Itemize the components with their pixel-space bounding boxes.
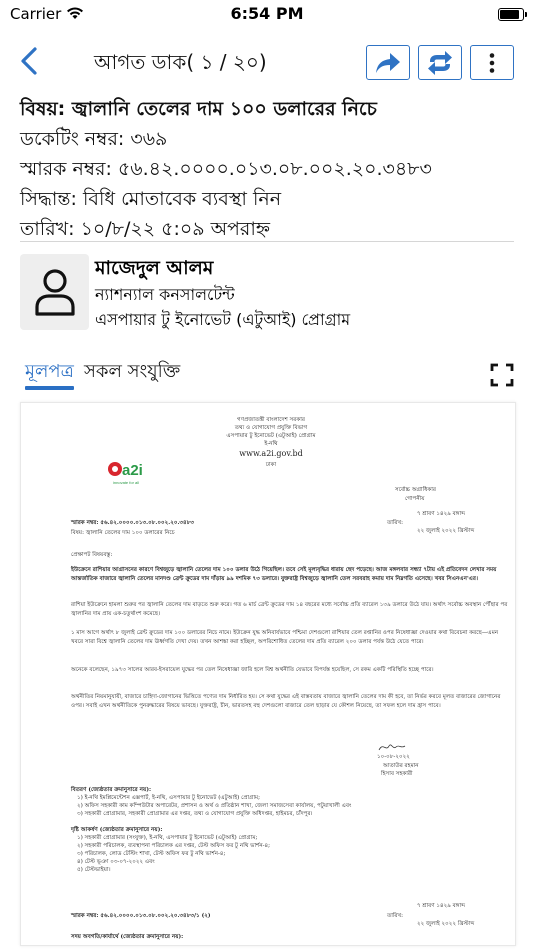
chevron-left-icon <box>18 46 42 76</box>
sender-office: এসপায়ার টু ইনোভেট (এটুআই) প্রোগ্রাম <box>95 310 351 329</box>
sender-card <box>20 254 520 332</box>
doc-header-2: তথ্য ও যোগাযোগ প্রযুক্তি বিভাগ <box>234 425 308 431</box>
fullscreen-button[interactable] <box>490 363 514 387</box>
doc-cc-3: ৩) পরিচালক, লোড টেস্টিং শাখা, টেস্ট অফিস ফর টু নথি ভার্শন-৪; <box>77 851 226 857</box>
doc-header-1: গণপ্রজাতন্ত্রী বাংলাদেশ সরকার <box>237 417 305 423</box>
letter-info <box>20 94 520 244</box>
active-tab-indicator <box>25 386 74 390</box>
sync-button[interactable] <box>418 45 462 80</box>
battery-icon <box>498 8 524 21</box>
doc-greeting: প্রেক্ষাপট বিষয়বস্তু: <box>71 552 113 558</box>
doc-paragraph-5: অর্থনীতির নিয়মানুযায়ী, বাজারে চাহিদা-জোগানের ভিত্তিতে পণ্যের দাম নির্ধারিত হয়। সে কথা যুদ্ধের এই বাস্তবতায় বাজারে জ্বালানি তেলের দাম কী হবে, তা নির্ভর করবে মূলত বাজারের জোগানের ওপর। সবাই এখন অর্থনীতিকে পুনরুদ্ধারের বিষয়ে ভাবছে। যুক্তরাষ্ট্র, চীন, ভারতসহ বহু দেশগুলো বাজারে তেল ছাড়ার যে কৌশল নিয়েছে, তা সফল হলে দাম হ্রাস পাবে। <box>71 694 501 709</box>
doc-paragraph-1: ইউক্রেনে রাশিয়ার আগ্রাসনের কারণে বিশ্বজুড়ে জ্বালানি তেলের দাম ১০০ ডলার উঠে গিয়েছিল। তবে সেই মূল্যবৃদ্ধির ধারায় ছেদ পড়েছে। আজ মঙ্গলবার সন্ধ্যা ৭টায় এই প্রতিবেদন লেখার সময় আন্তর্জাতিক বাজারে জ্বালানি তেলের মানদণ্ড ব্রেন্ট ক্রুডের দাম দাঁড়ায় ৯৯ দশমিক ৭৩ ডলারে। যুক্তরাষ্ট্র বিশ্বজুড়ে জ্বালানি তেল সরবরাহ কমায় দাম নিম্নগতি এসেছে। খবর সিএনএন'এর। <box>71 567 497 582</box>
doc-priority: সর্বোচ্চ অগ্রাধিকার <box>395 487 436 493</box>
decision: সিদ্ধান্ত: বিধি মোতাবেক ব্যবস্থা নিন <box>20 188 282 210</box>
doc-signer-name: আতাউর রহমান <box>383 763 419 769</box>
doc-secrecy: গোপনীয় <box>405 496 425 502</box>
doc-footer-more: সদয় অবগতি/কার্যার্থে (জ্যেষ্ঠতার ক্রমানুসারে নয়): <box>71 934 184 940</box>
more-vertical-icon <box>488 52 496 74</box>
doc-paragraph-3: ১ মাস আগে অর্থাৎ ৮ জুলাই ব্রেন্ট ক্রুডের দাম ১০০ ডলারের নিচে নামে। ইউক্রেন যুদ্ধ অনিবার্যভাবে পশ্চিমা দেশগুলো রাশিয়ার তেল রপ্তানির ওপর নিষেধাজ্ঞা দেওয়ার কথা বিবেচনা করছে—এমন খবরে সারা বিশ্বে জ্বালানি তেলের দাম ঊর্ধ্বগতি দেখা দেয়। তখন আশঙ্কা করা হচ্ছিল, অপরিশোধিত তেলের দাম প্রতি ব্যারেল ২০০ ডলার পর্যন্ত উঠে যেতে পারে। <box>71 630 499 645</box>
docket-number: ডকেটিং নম্বর: ৩৬৯ <box>20 128 168 150</box>
a2i-logo <box>103 453 147 487</box>
doc-distribution-1: ১) ই-নথি ইমপ্লিমেন্টেশন এক্সপার্ট, ই-নথি, এসপায়ার টু ইনোভেট (এটুআই) প্রোগ্রাম; <box>77 795 260 801</box>
doc-cc-1: ১) সহকারী প্রোগ্রামার (সংযুক্ত), ই-নথি, এসপায়ার টু ইনোভেট (এটুআই) প্রোগ্রাম; <box>77 835 258 841</box>
clock: 6:54 PM <box>230 4 304 23</box>
doc-subject: বিষয়: জ্বালানি তেলের দাম ১০০ ডলারের নিচে <box>71 530 175 536</box>
doc-footer-date-bn: ৭ শ্রাবণ ১৪২৯ বঙ্গাব্দ <box>417 903 466 909</box>
nav-bar <box>0 40 534 82</box>
status-bar <box>0 0 534 30</box>
memo-number: স্মারক নম্বর: ৫৬.৪২.০০০০.০১৩.০৮.০০২.২০.৩৪৮৩ <box>20 158 432 180</box>
doc-city: ঢাকা <box>265 462 277 468</box>
doc-cc-heading: দৃষ্টি আকর্ষণ (জ্যেষ্ঠতার ক্রমানুসারে নয়): <box>71 827 163 833</box>
divider <box>20 241 514 242</box>
doc-signature-date: ১০-০৮-২০২২ <box>377 754 410 760</box>
carrier-label: Carrier <box>10 5 62 23</box>
sender-name: মাজেদুল আলম <box>95 257 214 279</box>
nav-actions <box>366 45 514 80</box>
letter-subject: বিষয়: জ্বালানি তেলের দাম ১০০ ডলারের নিচে <box>20 98 377 120</box>
doc-cc-4: ৪) টেস্ট ভূঞা ০৩-০৭-২০২২ এবং <box>77 859 155 865</box>
doc-date-en: ২২ জুলাই ২০২২ খ্রিস্টাব্দ <box>417 528 475 534</box>
doc-footer-date-label: তারিখ: <box>387 913 404 919</box>
doc-memo-no: স্মারক নম্বর: ৫৬.৪২.০০০০.০১৩.০৮.০০২.২০.৩৪৮৩ <box>71 520 194 526</box>
doc-date-label: তারিখ: <box>387 520 404 526</box>
doc-header-4: ই-নথি <box>264 441 278 447</box>
doc-distribution-heading: বিতরণ (জ্যেষ্ঠতার ক্রমানুসারে নয়): <box>71 787 152 793</box>
svg-text:innovate for all: innovate for all <box>113 480 140 485</box>
doc-footer-memo: স্মারক নম্বর: ৫৬.৪২.০০০০.০১৩.০৮.০০২.২০.৩৪৮৩/১ (২) <box>71 913 211 919</box>
doc-distribution-2: ২) অফিস সহকারী কাম কম্পিউটার অপারেটর, প্রশাসন ও অর্থ ও প্রতিষ্ঠান শাখা, জেলা সমাজসেবা কার্যালয়, পটুয়াখালী এবং <box>77 803 352 809</box>
tab-bar <box>20 357 520 395</box>
user-icon <box>33 267 77 317</box>
tab-main-letter[interactable]: মূলপত্র <box>25 361 74 382</box>
doc-paragraph-4: অনেকে বলেছেন, ১৯৭৩ সালের আরব-ইসরায়েল যুদ্ধের পর তেল নিষেধাজ্ঞা জারি হলে বিশ্ব অর্থনীতি যেভাবে বিপর্যস্ত হয়েছিল, সে রকম একটি পরিস্থিতি হচ্ছে পারে। <box>71 667 434 673</box>
forward-button[interactable] <box>366 45 410 80</box>
doc-distribution-3: ৩) সহকারী প্রোগ্রামার, সহকারী প্রোগ্রামার এর দপ্তর, তথ্য ও যোগাযোগ প্রযুক্তি অধিদপ্তর, হাইমচর, চাঁদপুর। <box>77 811 313 817</box>
avatar <box>20 254 89 330</box>
document-preview[interactable] <box>20 402 516 946</box>
doc-date-bn: ৭ শ্রাবণ ১৪২৯ বঙ্গাব্দ <box>417 511 466 517</box>
letter-date: তারিখ: ১০/৮/২২ ৫:০৯ অপরাহ্ন <box>20 218 271 240</box>
page-title: আগত ডাক( ১ / ২০) <box>94 50 267 74</box>
tab-attachments[interactable]: সকল সংযুক্তি <box>84 361 181 382</box>
expand-icon <box>490 363 514 387</box>
doc-header-3: এসপায়ার টু ইনোভেট (এটুআই) প্রোগ্রাম <box>226 433 316 439</box>
share-arrow-icon <box>374 51 402 75</box>
back-button[interactable] <box>18 46 44 76</box>
sync-icon <box>426 50 454 76</box>
doc-website: www.a2i.gov.bd <box>239 449 303 458</box>
doc-cc-2: ২) সহকারী পরিচালক, ব্যবস্থাপনা পরিচালক এর দপ্তর, টেস্ট অফিস ফর টু নথি ভার্শন-৪; <box>77 843 271 849</box>
doc-footer-date-en: ২২ জুলাই ২০২২ খ্রিস্টাব্দ <box>417 921 475 927</box>
sender-designation: ন্যাশন্যাল কনসালটেন্ট <box>95 285 235 304</box>
doc-paragraph-2: রাশিয়া ইউক্রেনে হামলা শুরুর পর জ্বালানি তেলের দাম বাড়তে শুরু করে। গত ৬ মার্চ ব্রেন্ট ক্রুডের দাম ১৪ বছরের মধ্যে সর্বোচ্চ প্রতি ব্যারেল ১৩৯ ডলারে উঠে যায়। অর্থাৎ সর্বোচ্চ অবস্থান পৌঁছার পর জ্বালানির দাম প্রায় এক-চতুর্থাংশ কমেছে। <box>71 602 508 617</box>
doc-cc-5: ৫) টেস্টভাইয়া। <box>77 867 111 873</box>
svg-text:a2i: a2i <box>122 462 143 479</box>
more-button[interactable] <box>470 45 514 80</box>
doc-signer-title: হিসাব সহকারী <box>381 771 413 777</box>
